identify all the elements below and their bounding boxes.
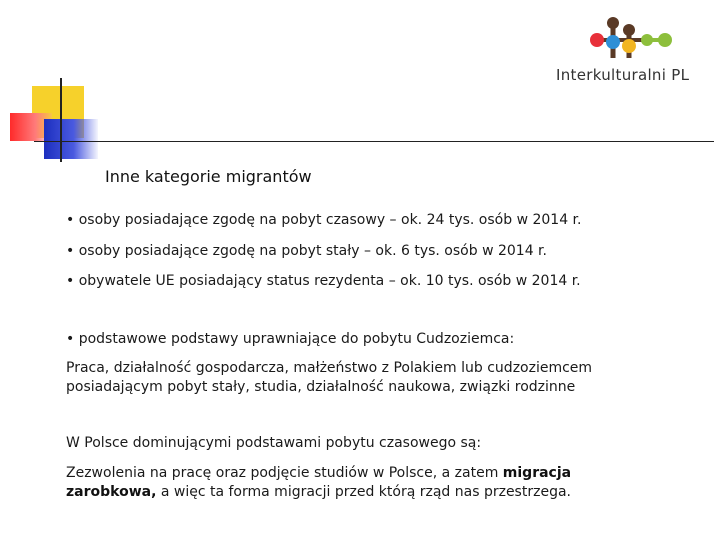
bullet-item: • osoby posiadające zgodę na pobyt stały – ok. 6 tys. osób w 2014 r. [66, 243, 547, 259]
paragraph-heading: W Polsce dominującymi podstawami pobytu czasowego są: [66, 435, 482, 451]
decor-vertical-line [60, 78, 62, 162]
header-divider-line [34, 141, 714, 142]
logo-text: Interkulturalni PL [556, 66, 690, 84]
paragraph-conclusion-start: Zezwolenia na pracę oraz podjęcie studiów w Polsce, a zatem [66, 465, 503, 481]
bullet-item: • osoby posiadające zgodę na pobyt czasowy – ok. 24 tys. osób w 2014 r. [66, 212, 582, 228]
paragraph-conclusion [66, 464, 596, 502]
interkulturalni-logo-icon [585, 10, 685, 66]
decor-blue-bar [44, 119, 98, 159]
paragraph-residence-bases: Praca, działalność gospodarcza, małżeństwo z Polakiem lub cudzoziemcem posiadającym pobyt stały, studia, działalność naukowa, związki rodzinne [66, 360, 593, 395]
bullet-item: • podstawowe podstawy uprawniające do pobytu Cudzoziemca: [66, 331, 515, 347]
bullet-item: • obywatele UE posiadający status rezydenta – ok. 10 tys. osób w 2014 r. [66, 273, 581, 289]
emphasis-economic-migration: migracja zarobkowa, [66, 465, 572, 500]
paragraph-conclusion-end: a więc ta forma migracji przed którą rząd nas przestrzega. [156, 484, 571, 500]
slide-title: Inne kategorie migrantów [105, 167, 312, 186]
